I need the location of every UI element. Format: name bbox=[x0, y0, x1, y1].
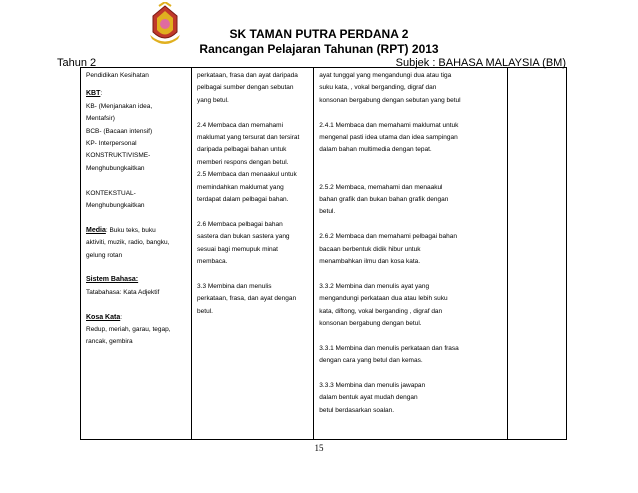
text-line: maklumat yang tersurat dan tersirat bbox=[197, 134, 300, 142]
text-line: 2.6.2 Membaca dan memahami pelbagai bahan bbox=[319, 233, 457, 241]
text-line: KONTEKSTUAL- bbox=[86, 189, 136, 197]
media-heading: Media bbox=[86, 226, 106, 234]
text-line: memindahkan maklumat yang bbox=[197, 183, 284, 191]
text-line: daripada pelbagai bahan untuk bbox=[197, 146, 287, 154]
text-line: perkataan, frasa, dan ayat dengan bbox=[197, 295, 297, 303]
text-line: aktiviti, muzik, radio, bangku, bbox=[86, 239, 170, 247]
notes-cell bbox=[507, 68, 566, 440]
text-line: 3.3 Membina dan menulis bbox=[197, 282, 272, 290]
plan-title: Rancangan Pelajaran Tahunan (RPT) 2013 bbox=[199, 42, 439, 56]
text-line: KP- Interpersonal bbox=[86, 140, 137, 148]
text-line: dalam bentuk ayat mudah dengan bbox=[319, 394, 418, 402]
kosa-kata-line bbox=[86, 312, 186, 324]
text-line: Tatabahasa: Kata Adjektif bbox=[86, 288, 160, 296]
resources-cell bbox=[81, 68, 192, 440]
text-line: 2.5 Membaca dan menaakul untuk bbox=[197, 171, 297, 179]
learning-standard-cell bbox=[192, 68, 314, 440]
table-row bbox=[81, 68, 567, 440]
text-line: yang betul. bbox=[197, 96, 229, 104]
text-line: 3.3.3 Membina dan menulis jawapan bbox=[319, 382, 426, 390]
text-line: bahan grafik dan bukan bahan grafik dengan bbox=[319, 196, 449, 204]
text-line: BCB- (Bacaan intensif) bbox=[86, 127, 153, 135]
text-line: membaca. bbox=[197, 258, 228, 266]
text-line: Menghubungkaitkan bbox=[86, 164, 145, 172]
kosa-heading: Kosa Kata bbox=[86, 313, 121, 321]
text-line: dengan cara yang betul dan kemas. bbox=[319, 357, 423, 365]
kosa-colon: : bbox=[120, 313, 123, 321]
text-line: Menghubungkaitkan bbox=[86, 202, 145, 210]
text-line: gelung rotan bbox=[86, 251, 123, 259]
text-line: terdapat dalam pelbagai bahan. bbox=[197, 196, 289, 204]
text-line: KONSTRUKTIVISME- bbox=[86, 152, 151, 160]
text-line: betul berdasarkan soalan. bbox=[319, 406, 395, 414]
media-line bbox=[86, 225, 186, 237]
text-line: perkataan, frasa dan ayat daripada bbox=[197, 72, 298, 79]
text-line: bacaan berbentuk didik hibur untuk bbox=[319, 245, 421, 253]
text-line: Pendidikan Kesihatan bbox=[86, 72, 149, 79]
text-line: mengandungi perkataan dua atau lebih suku bbox=[319, 295, 448, 303]
text-line: betul. bbox=[197, 307, 213, 315]
text-line: 2.6 Membaca pelbagai bahan bbox=[197, 220, 283, 228]
text-line: memberi respons dengan betul. bbox=[197, 158, 289, 166]
text-line: Mentafsir) bbox=[86, 115, 115, 123]
school-name: SK TAMAN PUTRA PERDANA 2 bbox=[229, 27, 409, 41]
performance-standard-cell bbox=[314, 68, 508, 440]
text-line: konsonan bergabung dengan betul. bbox=[319, 320, 422, 328]
text-line: 3.3.2 Membina dan menulis ayat yang bbox=[319, 282, 430, 290]
text-line: mengenal pasti idea utama dan idea sampingan bbox=[319, 134, 458, 142]
text-line: sastera dan bukan sastera yang bbox=[197, 233, 290, 241]
sistem-bahasa-heading: Sistem Bahasa: bbox=[86, 276, 139, 284]
text-line: 2.4 Membaca dan memahami bbox=[197, 121, 284, 129]
text-line: 2.5.2 Membaca, memahami dan menaakul bbox=[319, 183, 443, 191]
plan-table bbox=[80, 67, 567, 440]
text-line: konsonan bergabung dengan sebutan yang betul bbox=[319, 96, 461, 104]
page-number: 15 bbox=[314, 443, 324, 453]
text-line: sesuai bagi memupuk minat bbox=[197, 245, 278, 253]
kbt-colon: : bbox=[100, 90, 103, 98]
text-line: suku kata, , vokal berganding, digraf dan bbox=[319, 84, 437, 92]
text-line: ayat tunggal yang mengandungi dua atau tiga bbox=[319, 72, 452, 79]
text-line: 2.4.1 Membaca dan memahami maklumat untuk bbox=[319, 121, 459, 129]
year-label: Tahun 2 bbox=[57, 57, 97, 69]
kbt-line bbox=[86, 88, 186, 100]
text-line: dalam bahan multimedia dengan tepat. bbox=[319, 146, 432, 154]
text-line: pelbagai sumber dengan sebutan bbox=[197, 84, 294, 92]
text-line: 3.3.1 Membina dan menulis perkataan dan frasa bbox=[319, 344, 459, 352]
text-line: betul. bbox=[319, 208, 336, 216]
text-line: Redup, meriah, garau, tegap, bbox=[86, 326, 171, 334]
text-line: kata, diftong, vokal berganding , digraf dan bbox=[319, 307, 443, 315]
text-line: rancak, gembira bbox=[86, 338, 133, 346]
subject-label: Subjek : BAHASA MALAYSIA (BM) bbox=[395, 57, 566, 69]
media-text: : Buku teks, buku bbox=[105, 226, 156, 234]
kbt-heading: KBT bbox=[86, 90, 101, 98]
text-line: KB- (Menjanakan idea, bbox=[86, 102, 153, 110]
text-line: menambahkan ilmu dan kosa kata. bbox=[319, 258, 421, 266]
